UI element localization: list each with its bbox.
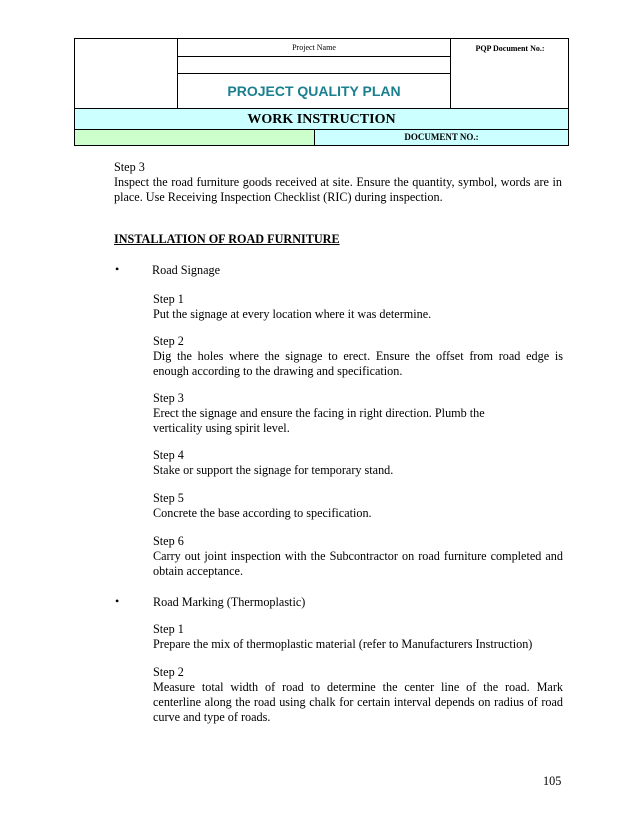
signage-step3-line1: Erect the signage and ensure the facing in right direction. Plumb the	[153, 406, 485, 420]
signage-step4-title: Step 4	[153, 448, 184, 462]
signage-title: Road Signage	[152, 263, 221, 277]
marking-step2-title: Step 2	[153, 665, 184, 679]
bullet-icon: •	[115, 262, 120, 276]
document-header	[74, 38, 569, 146]
signage-step6-text: Carry out joint inspection with the Subcontractor on road furniture completed and obtain acceptance.	[153, 549, 563, 578]
signage-step2-text: Dig the holes where the signage to erect. Ensure the offset from road edge is enough according to the drawing and specification.	[153, 349, 563, 378]
signage-step1-title: Step 1	[153, 292, 184, 306]
project-name-value	[178, 57, 450, 74]
signage-step3-line2: verticality using spirit level.	[153, 421, 290, 435]
logo-cell	[75, 39, 178, 108]
signage-step2-title: Step 2	[153, 334, 184, 348]
work-instruction-title: WORK INSTRUCTION	[75, 108, 568, 129]
signage-step5-text: Concrete the base according to specification.	[153, 506, 372, 520]
signage-step3-title: Step 3	[153, 391, 184, 405]
section-heading: INSTALLATION OF ROAD FURNITURE	[114, 232, 340, 246]
document-number-label: DOCUMENT NO.:	[314, 130, 568, 145]
signage-step1-text: Put the signage at every location where it was determine.	[153, 307, 432, 321]
marking-step1-text: Prepare the mix of thermoplastic material (refer to Manufacturers Instruction)	[153, 637, 533, 651]
signage-step5-title: Step 5	[153, 491, 184, 505]
signage-step4-text: Stake or support the signage for temporary stand.	[153, 463, 394, 477]
pqp-document-label: PQP Document No.:	[450, 39, 569, 108]
project-name-label: Project Name	[178, 39, 450, 57]
intro-step-text: Inspect the road furniture goods received at site. Ensure the quantity, symbol, words are in place. Use Receiving Inspection Checklist (RIC) during inspection.	[114, 175, 562, 204]
signage-step6-title: Step 6	[153, 534, 184, 548]
bullet-icon: •	[115, 594, 120, 608]
plan-title: PROJECT QUALITY PLAN	[227, 83, 401, 99]
marking-title: Road Marking (Thermoplastic)	[153, 595, 306, 609]
intro-step-title: Step 3	[114, 160, 145, 174]
marking-step1-title: Step 1	[153, 622, 184, 636]
marking-step2-text: Measure total width of road to determine the center line of the road. Mark centerline along the road using chalk for certain interval depends on radius of road curve and type of roads.	[153, 680, 563, 724]
page-number: 105	[543, 774, 562, 788]
